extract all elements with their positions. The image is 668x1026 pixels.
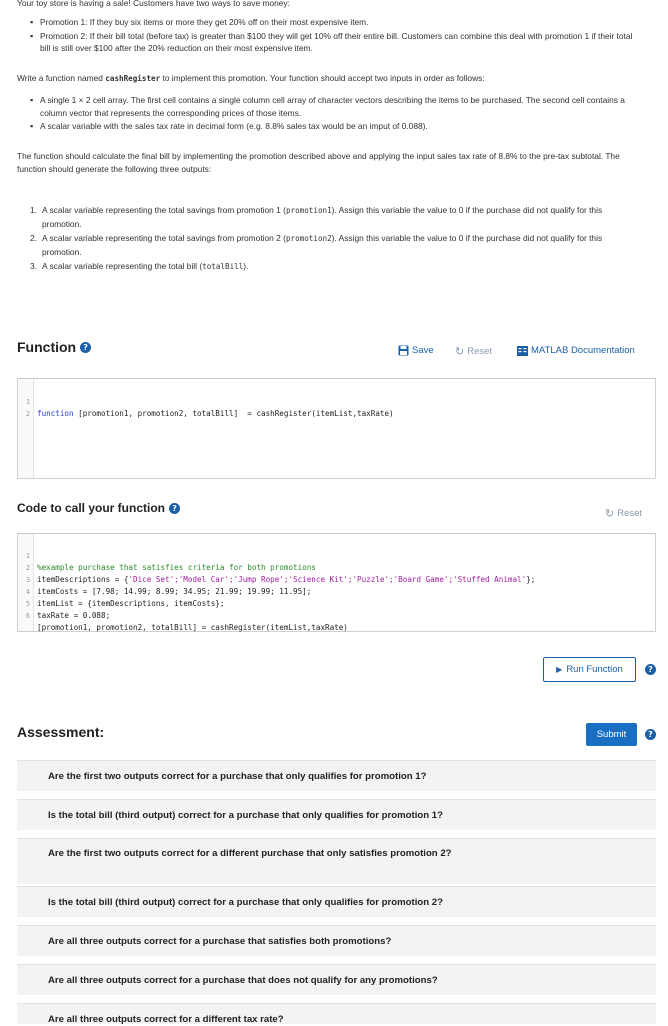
code-line: 3 itemCosts = [7.98; 14.99; 8.99; 34.95; 21.99; 19.99; 11.95]; xyxy=(26,576,312,596)
code-line: 6 [promotion1, promotion2, totalBill] = cashRegister(itemList,taxRate) xyxy=(26,612,348,632)
code-line: 5 taxRate = 0.088; xyxy=(26,600,111,620)
function-name-code: cashRegister xyxy=(105,74,161,83)
assessment-item-4[interactable]: Is the total bill (third output) correct for a purchase that only qualifies for promotion 2? xyxy=(17,886,656,917)
code-line: 1 function [promotion1, promotion2, totalBill] = cashRegister(itemList,taxRate) xyxy=(26,398,394,418)
help-icon[interactable]: ? xyxy=(645,729,656,740)
output-item-1: 1. A scalar variable representing the total savings from promotion 1 (promotion1). Assign this variable the value to 0 if the purchase did not qualify for this promotion. xyxy=(30,205,603,229)
call-section-title: Code to call your function ? xyxy=(17,501,180,515)
function-reset-button[interactable]: ↻ Reset xyxy=(455,346,493,358)
assessment-item-1[interactable]: Are the first two outputs correct for a purchase that only qualifies for promotion 1? xyxy=(17,760,656,791)
assessment-item-7[interactable]: Are all three outputs correct for a different tax rate? xyxy=(17,1003,656,1024)
function-section-title: Function ? xyxy=(17,339,91,355)
assessment-item-2[interactable]: Is the total bill (third output) correct for a purchase that only qualifies for promotion 1? xyxy=(17,799,656,830)
promotion-1-text: ▪ Promotion 1: If they buy six items or more they get 20% off on their most expensive item. xyxy=(40,16,640,29)
input-1-text: ▪ A single 1 × 2 cell array. The first cell contains a single column cell array of character vectors describing the items to be purchased. The second cell contains a column vector that represents the corresponding prices of those items. xyxy=(40,94,640,119)
code-line: 1 %example purchase that satisfies criteria for both promotions xyxy=(26,552,316,572)
help-icon[interactable]: ? xyxy=(80,342,91,353)
call-reset-button[interactable]: ↻ Reset xyxy=(605,508,643,520)
outputs-list xyxy=(30,204,642,276)
save-icon xyxy=(398,345,409,356)
reset-icon: ↻ xyxy=(455,346,465,358)
help-icon[interactable]: ? xyxy=(169,503,180,514)
function-code-editor[interactable] xyxy=(17,378,656,479)
assessment-title: Assessment: xyxy=(17,724,105,740)
input-2-text: ▪ A scalar variable with the sales tax rate in decimal form (e.g. 8.8% sales tax would be an imput of 0.088). xyxy=(40,120,640,133)
documentation-icon xyxy=(517,346,528,356)
run-function-button[interactable]: ▶ Run Function xyxy=(543,657,636,682)
assessment-item-5[interactable]: Are all three outputs correct for a purchase that satisfies both promotions? xyxy=(17,925,656,956)
write-pre: Write a function named xyxy=(17,73,106,83)
reset-icon: ↻ xyxy=(605,508,615,520)
save-button[interactable]: Save xyxy=(398,345,434,356)
intro-line: Your toy store is having a sale! Customers have two ways to save money: xyxy=(17,0,290,8)
promotions-list xyxy=(40,16,640,56)
write-post: to implement this promotion. Your function should accept two inputs in order as follows: xyxy=(160,73,485,83)
assessment-item-6[interactable]: Are all three outputs correct for a purchase that does not qualify for any promotions? xyxy=(17,964,656,995)
code-line: 4 itemList = {itemDescriptions, itemCosts}; xyxy=(26,588,225,608)
code-line: 2 xyxy=(26,410,30,418)
write-function-text xyxy=(17,72,657,85)
code-line: 2 itemDescriptions = {'Dice Set';'Model Car';'Jump Rope';'Science Kit';'Puzzle';'Board Game';'Stuffed Animal'}; xyxy=(26,564,536,584)
output-item-3: 3. A scalar variable representing the total bill (totalBill). xyxy=(30,261,249,271)
matlab-documentation-link[interactable]: MATLAB Documentation xyxy=(517,345,635,356)
call-code-editor[interactable] xyxy=(17,533,656,632)
play-icon: ▶ xyxy=(556,665,563,674)
assessment-item-3[interactable]: Are the first two outputs correct for a different purchase that only satisfies promotion 2? xyxy=(17,838,656,884)
help-icon[interactable]: ? xyxy=(645,664,656,675)
inputs-list xyxy=(40,94,640,134)
calculation-text: The function should calculate the final bill by implementing the promotion described above and applying the input sales tax rate of 8.8% to the pre-tax subtotal. The function should generate the following three outputs: xyxy=(17,151,620,174)
promotion-2-text: ▪ Promotion 2: If their bill total (before tax) is greater than $100 they will get 10% off their entire bill. Customers can combine this deal with promotion 1 if their total bill is still over $100 after the 20% reduction on their most expensive item. xyxy=(40,30,640,55)
output-item-2: 2. A scalar variable representing the total savings from promotion 2 (promotion2). Assign this variable the value to 0 if the purchase did not qualify for this promotion. xyxy=(30,233,603,257)
submit-button[interactable]: Submit xyxy=(586,723,637,746)
